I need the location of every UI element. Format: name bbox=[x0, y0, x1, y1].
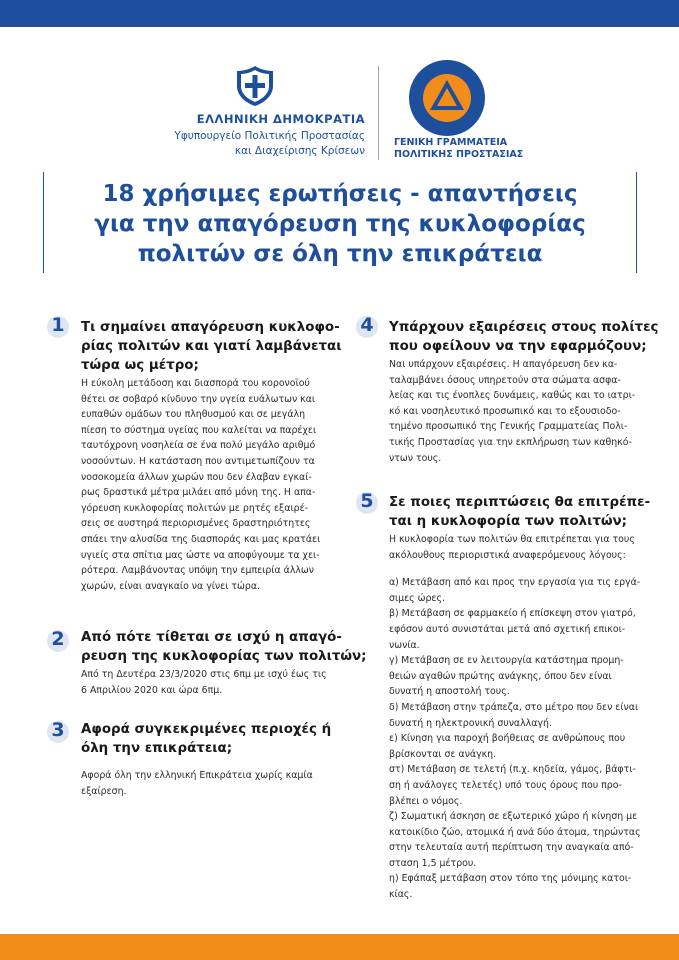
section-3-question: Αφορά συγκεκριμένες περιοχές ή όλη την επικράτεια; bbox=[81, 722, 332, 756]
civil-protection-name-line2: ΠΟΛΙΤΙΚΗΣ ΠΡΟΣΤΑΣΙΑΣ bbox=[394, 149, 524, 160]
greek-coat-of-arms-icon bbox=[233, 64, 277, 108]
section-1-question: Τι σημαίνει απαγόρευση κυκλοφο- ρίας πολιτών και γιατί λαμβάνεται τώρα ως μέτρο; bbox=[81, 320, 342, 373]
bottom-color-bar bbox=[0, 934, 679, 960]
title-right-rule bbox=[636, 172, 637, 273]
title-line: για την απαγόρευση της κυκλοφορίας bbox=[94, 211, 586, 237]
ministry-name-line1: Υφυπουργείο Πολιτικής Προστασίας bbox=[174, 130, 365, 142]
section-5-answer: Η κυκλοφορία των πολιτών θα επιτρέπεται για τους ακόλουθους περιοριστικά αναφερόμενους λόγους: α) Μετάβαση από και προς την εργασία για τις εργά- σιμες ώρες. β) Μετάβαση σε φαρμακείο ή επίσκεψη στον γιατρό, εφόσον αυτό συνιστάται μετά από σχετική επικοι- νωνία. γ) Μετάβαση σε εν λειτουργία κατάστημα προμη- θειών αγαθών πρώτης ανάγκης, όπου δεν είναι δυνατή η αποστολή τους. δ) Μετάβαση στην τράπεζα, στο μέτρο που δεν είναι δυνατή η ηλεκτρονική συναλλαγή. ε) Κίνηση για παροχή βοήθειας σε ανθρώπους που βρίσκονται σε ανάγκη. στ) Μετάβαση σε τελετή (π.χ. κηδεία, γάμος, βάφτι- ση ή ανάλογες τελετές) υπό τους όρους που προ- βλέπει ο νόμος. ζ) Σωματική άσκηση σε εξωτερικό χώρο ή κίνηση με κατοικίδιο ζώο, ατομικά ή ανά δύο άτομα, τηρώντας στην τελευταία αυτή περίπτωση την αναγκαία από- σταση 1,5 μέτρου. η) Εφάπαξ μετάβαση στον τόπο της μόνιμης κατοι- κίας. bbox=[389, 532, 643, 903]
section-number-badge: 1 bbox=[47, 316, 69, 338]
section-2-answer: Από τη Δευτέρα 23/3/2020 στις 6πμ με ισχύ έως τις 6 Απριλίου 2020 και ώρα 6πμ. bbox=[81, 669, 327, 696]
civil-protection-name-line1: ΓΕΝΙΚΗ ΓΡΑΜΜΑΤΕΙΑ bbox=[394, 137, 508, 148]
section-1-answer: Η εύκολη μετάδοση και διασπορά του κορονοϊού θέτει σε σοβαρό κίνδυνο την υγεία ευάλωτων και ευπαθών ομάδων του πληθυσμού και σε μεγάλη πίεση το σύστημα υγείας που καλείται να παρέχει ταυτόχρονη νοσηλεία σε ένα πολύ μεγάλο αριθμό νοσούντων. Η κατάσταση που αντιμετωπίζουν τα νοσοκομεία άλλων χωρών που δεν έλαβαν εγκαί- ρως δραστικά μέτρα μιλάει από μόνη της. Η απα- γόρευση κυκλοφορίας πολιτών με ρητές εξαιρέ- σεις σε αυστηρά περιορισμένες δραστηριότητες σπάει την αλυσίδα της διασποράς και μας κρατάει υγιείς στα σπίτια μας ώστε να αποφύγουμε τα χει- ρότερα. Λαμβάνοντας υπόψη την εμπειρία άλλων χωρών, είναι αναγκαίο να γίνει τώρα. bbox=[81, 378, 321, 592]
paragraph-gap bbox=[389, 563, 643, 575]
section-5-question: Σε ποιες περιπτώσεις θα επιτρέπε- ται η κυκλοφορία των πολιτών; bbox=[389, 495, 651, 529]
section-number-badge: 5 bbox=[356, 492, 378, 514]
title-left-rule bbox=[43, 172, 44, 273]
top-color-bar bbox=[0, 0, 679, 27]
government-name: ΕΛΛΗΝΙΚΗ ΔΗΜΟΚΡΑΤΙΑ bbox=[196, 112, 365, 126]
section-number-badge: 4 bbox=[356, 316, 378, 338]
section-2-question: Από πότε τίθεται σε ισχύ η απαγό- ρευση της κυκλοφορίας των πολιτών; bbox=[81, 630, 367, 664]
civil-protection-logo-icon bbox=[407, 58, 487, 138]
section-4-question: Υπάρχουν εξαιρέσεις στους πολίτες που οφείλουν να την εφαρμόζουν; bbox=[389, 320, 659, 354]
ministry-name-line2: και Διαχείρισης Κρίσεων bbox=[234, 145, 365, 157]
header-divider bbox=[378, 66, 379, 160]
page-title bbox=[50, 179, 630, 269]
title-line: πολιτών σε όλη την επικράτεια bbox=[137, 241, 543, 267]
title-line: 18 χρήσιμες ερωτήσεις - απαντήσεις bbox=[102, 181, 578, 207]
section-number-badge: 3 bbox=[47, 721, 69, 743]
section-3-answer: Αφορά όλη την ελληνική Επικράτεια χωρίς καμία εξαίρεση. bbox=[81, 770, 313, 797]
section-4-answer: Ναι υπάρχουν εξαιρέσεις. Η απαγόρευση δεν κα- ταλαμβάνει όσους υπηρετούν στα σώματα ασφα- λείας και τις ένοπλες δυνάμεις, καθώς και το ιατρι- κό και νοσηλευτικό προσωπικό και το εξουσιοδο- τημένο προσωπικό της Γενικής Γραμματείας Πολι- τικής Προστασίας για την εκπλήρωση των καθηκό- ντων τους. bbox=[389, 359, 636, 464]
section-number-badge: 2 bbox=[47, 630, 69, 652]
